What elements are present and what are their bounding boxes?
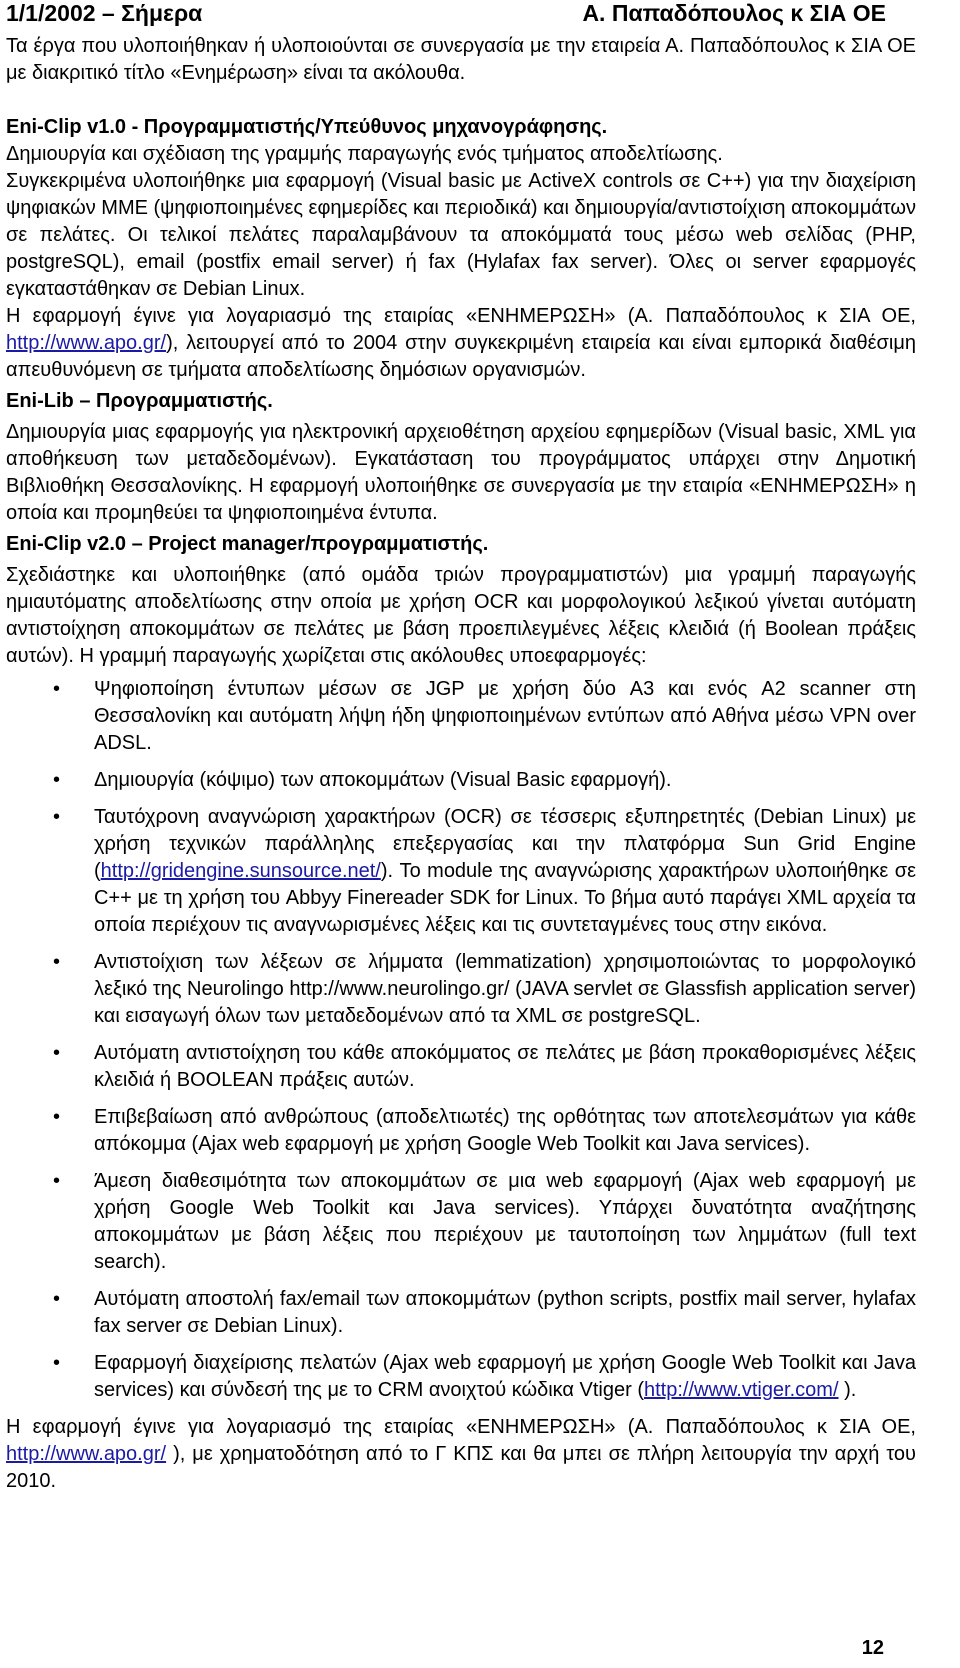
list-item bbox=[6, 804, 916, 939]
bullet-icon: • bbox=[53, 769, 61, 791]
list-item bbox=[6, 1286, 916, 1340]
bullet-icon: • bbox=[53, 806, 61, 828]
list-item-text: Αντιστοίχιση των λέξεων σε λήμματα (lemmatization) χρησιμοποιώντας το μορφολογικό λεξικό της Neurolingo http://www.neurolingo.gr/ (JAVA servlet σε Glassfish application server) και εισαγωγή όλων των μεταδεδομένων από τα XML σε postgreSQL. bbox=[94, 951, 916, 1027]
intro-paragraph: Τα έργα που υλοποιήθηκαν ή υλοποιούνται σε συνεργασία με την εταιρεία Α. Παπαδόπουλος κ ΣΙΑ ΟΕ με διακριτικό τίτλο «Ενημέρωση» είναι τα ακόλουθα. bbox=[6, 35, 916, 84]
gridengine-link[interactable]: http://gridengine.sunsource.net/ bbox=[100, 860, 381, 882]
bullet-icon: • bbox=[53, 1170, 61, 1192]
list-item-text-continued: ). bbox=[838, 1379, 857, 1401]
list-item-text: Αυτόματη αποστολή fax/email των αποκομμάτων (python scripts, postfix mail server, hylafax fax server σε Debian Linux). bbox=[94, 1288, 916, 1337]
list-item-text: Ταυτόχρονη αναγνώριση χαρακτήρων (OCR) σε τέσσερις εξυπηρετητές (Debian Linux) με χρήση τεχνικών παράλληλης επεξεργασίας και την πλατφόρμα Sun Grid Engine ( bbox=[94, 806, 916, 882]
page-number: 12 bbox=[861, 1637, 884, 1659]
subapplication-list bbox=[6, 676, 916, 1404]
list-item bbox=[6, 1104, 916, 1158]
list-item bbox=[6, 676, 916, 757]
list-item bbox=[6, 949, 916, 1030]
eniclip1-account bbox=[6, 303, 916, 384]
list-item bbox=[6, 1168, 916, 1276]
eniclip1-title: Eni-Clip v1.0 - Προγραμματιστής/Υπεύθυνος μηχανογράφησης. bbox=[6, 116, 608, 138]
bullet-icon: • bbox=[53, 1106, 61, 1128]
list-item-text: Εφαρμογή διαχείρισης πελατών (Ajax web εφαρμογή με χρήση Google Web Toolkit και Java services) και σύνδεσή της με το CRM ανοιχτού κώδικα Vtiger ( bbox=[94, 1352, 916, 1401]
eniclip1-body: Συγκεκριμένα υλοποιήθηκε μια εφαρμογή (Visual basic με ActiveX controls σε C++) για την διαχείριση ψηφιακών ΜΜΕ (ψηφιοποιημένες εφημερίδες και περιοδικά) και δημιουργία/αντιστοίχιση αποκομμάτων σε πελάτες. Οι τελικοί πελάτες παραλαμβάνουν τα αποκόμματά τους μέσω web σελίδας (PHP, postgreSQL), email (postfix email server) ή fax (Hylafax fax server). Όλες οι server εφαρμογές εγκαταστάθηκαν σε Debian Linux. bbox=[6, 170, 917, 300]
bullet-icon: • bbox=[53, 1288, 61, 1310]
list-item bbox=[6, 1350, 916, 1404]
bullet-icon: • bbox=[53, 1042, 61, 1064]
eniclip1-account-prefix: Η εφαρμογή έγινε για λογαριασμό της εταιρίας «ΕΝΗΜΕΡΩΣΗ» (Α. Παπαδόπουλος κ ΣΙΑ ΟΕ, bbox=[6, 305, 916, 327]
enilib-body: Δημιουργία μιας εφαρμογής για ηλεκτρονική αρχειοθέτηση αρχείου εφημερίδων (Visual basic, XML για αποθήκευση των μεταδεδομένων). Εγκατάσταση του προγράμματος υπάρχει στην Δημοτική Βιβλιοθήκη Θεσσαλονίκης. Η εφαρμογή υλοποιήθηκε σε συνεργασία με την εταιρία «ΕΝΗΜΕΡΩΣΗ» η οποία και προμηθεύει τα ψηφιοποιημένα έντυπα. bbox=[6, 421, 916, 524]
eniclip2-account-suffix: ), με χρηματοδότηση από το Γ ΚΠΣ και θα μπει σε πλήρη λειτουργία την αρχή του 2010. bbox=[6, 1443, 916, 1492]
list-item bbox=[6, 1040, 916, 1094]
bullet-icon: • bbox=[53, 678, 61, 700]
eniclip1-subtitle: Δημιουργία και σχέδιαση της γραμμής παραγωγής ενός τμήματος αποδελτίωσης. bbox=[6, 143, 723, 165]
list-item-text-continued: ). Το module της αναγνώρισης χαρακτήρων υλοποιήθηκε σε C++ με τη χρήση του Abbyy Finereader SDK for Linux. Το βήμα αυτό παράγει XML αρχεία τα οποία περιέχουν τις αναγνωρισμένες λέξεις και τις συντεταγμένες τους στην εικόνα. bbox=[94, 860, 916, 936]
eniclip2-account-prefix: Η εφαρμογή έγινε για λογαριασμό της εταιρίας «ΕΝΗΜΕΡΩΣΗ» (Α. Παπαδόπουλος κ ΣΙΑ ΟΕ, bbox=[6, 1416, 916, 1438]
list-item-text: Ψηφιοποίηση έντυπων μέσων σε JGP με χρήση δύο A3 και ενός A2 scanner στη Θεσσαλονίκη και αυτόματη λήψη ήδη ψηφιοποιημένων εντύπων από Αθήνα μέσω VPN over ADSL. bbox=[94, 678, 916, 754]
header-company: Α. Παπαδόπουλος κ ΣΙΑ ΟΕ bbox=[582, 0, 886, 26]
list-item-text: Επιβεβαίωση από ανθρώπους (αποδελτιωτές) της ορθότητας των αποτελεσμάτων για κάθε απόκομμα (Ajax web εφαρμογή με χρήση Google Web Toolkit και Java services). bbox=[94, 1106, 916, 1155]
bullet-icon: • bbox=[53, 1352, 61, 1374]
list-item-text: Δημιουργία (κόψιμο) των αποκομμάτων (Visual Basic εφαρμογή). bbox=[94, 769, 672, 791]
document-page bbox=[6, 0, 916, 1668]
apo-link[interactable]: http://www.apo.gr/ bbox=[6, 332, 167, 354]
page-header bbox=[6, 0, 916, 27]
apo-link-2[interactable]: http://www.apo.gr/ bbox=[6, 1443, 167, 1465]
list-item-text: Αυτόματη αντιστοίχηση του κάθε αποκόμματος σε πελάτες με βάση προκαθορισμένες λέξεις κλειδιά ή BOOLEAN πράξεις αυτών. bbox=[94, 1042, 916, 1091]
eniclip2-account bbox=[6, 1414, 916, 1495]
eniclip2-title: Eni-Clip v2.0 – Project manager/προγραμματιστής. bbox=[6, 533, 489, 555]
eniclip2-body: Σχεδιάστηκε και υλοποιήθηκε (από ομάδα τριών προγραμματιστών) μια γραμμή παραγωγής ημιαυτόματης αποδελτίωσης στην οποία με χρήση OCR και μορφολογικού λεξικού γίνεται αυτόματη αντιστοίχηση αποκομμάτων σε πελάτες με βάση προεπιλεγμένες λέξεις κλειδιά (ή Boolean πράξεις αυτών). Η γραμμή παραγωγής χωρίζεται στις ακόλουθες υποεφαρμογές: bbox=[6, 564, 916, 667]
eniclip1-account-suffix: ), λειτουργεί από το 2004 στην συγκεκριμένη εταιρεία και είναι εμπορικά διαθέσιμη απευθυνόμενη σε τμήματα αποδελτίωσης δημόσιων οργανισμών. bbox=[6, 332, 916, 381]
header-date: 1/1/2002 – Σήμερα bbox=[6, 0, 203, 26]
bullet-icon: • bbox=[53, 951, 61, 973]
enilib-title: Eni-Lib – Προγραμματιστής. bbox=[6, 390, 273, 412]
vtiger-link[interactable]: http://www.vtiger.com/ bbox=[644, 1379, 839, 1401]
list-item-text: Άμεση διαθεσιμότητα των αποκομμάτων σε μια web εφαρμογή (Ajax web εφαρμογή με χρήση Google Web Toolkit και Java services). Υπάρχει δυνατότητα αναζήτησης αποκομμάτων με βάση λέξεις που περιέχουν με ταυτοποίηση των λημμάτων (full text search). bbox=[94, 1170, 916, 1273]
list-item bbox=[6, 767, 916, 794]
